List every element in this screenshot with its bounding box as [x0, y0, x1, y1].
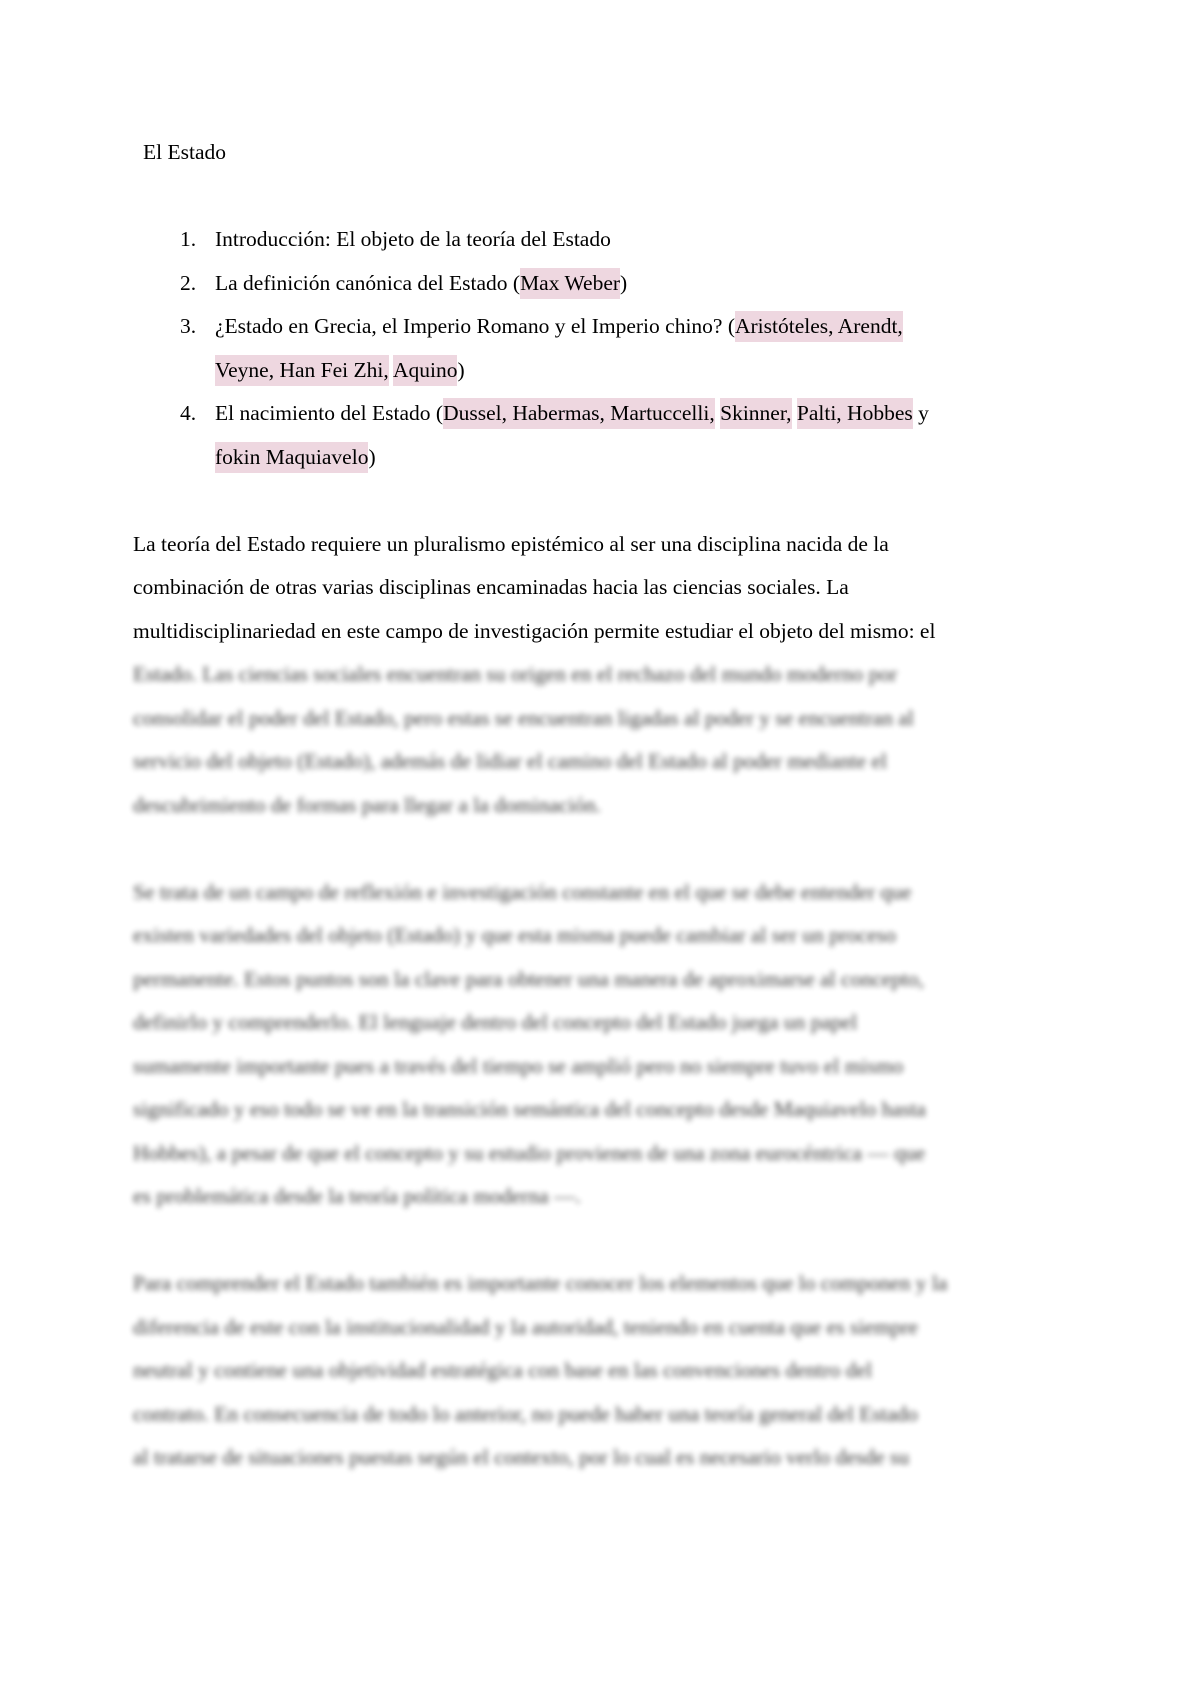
body-paragraphs	[133, 523, 1059, 1480]
list-number: 1.	[180, 227, 197, 251]
text-segment: La definición canónica del Estado (	[215, 270, 521, 295]
outline-item-continuation	[133, 436, 1059, 480]
highlighted-text: Veyne, Han Fei Zhi,	[215, 355, 389, 386]
blurred-text-line: significado y eso todo se ve en la transición semántica del concepto desde Maquiavelo hasta	[133, 1097, 926, 1121]
list-number: 4.	[180, 401, 197, 425]
highlighted-text: fokin Maquiavelo	[215, 442, 368, 473]
blurred-text-line: Estado. Las ciencias sociales encuentran su origen en el rechazo del mundo moderno por	[133, 662, 898, 686]
text-segment: )	[368, 444, 376, 469]
blurred-text-line: es problemática desde la teoría política moderna —.	[133, 1184, 581, 1208]
text-segment: Introducción: El objeto de la teoría del Estado	[215, 227, 611, 251]
list-number: 2.	[180, 270, 197, 295]
outline-item-continuation	[133, 349, 1059, 393]
blurred-text-line: Se trata de un campo de reflexión e investigación constante en el que se debe entender que	[133, 879, 912, 904]
blurred-text-line: permanente. Estos puntos son la clave para obtener una manera de aproximarse al concepto,	[133, 966, 925, 991]
highlighted-text: Skinner,	[720, 398, 791, 429]
blurred-text-line: descubrimiento de formas para llegar a la dominación.	[133, 792, 602, 817]
blurred-text-line: sumamente importante pues a través del tiempo se amplió pero no siempre tuvo el mismo	[133, 1053, 904, 1078]
document-title: El Estado	[143, 140, 226, 164]
outline-item	[133, 305, 1059, 349]
blurred-text-line: diferencia de este con la institucionalidad y la autoridad, teniendo en cuenta que es siempre	[133, 1314, 919, 1339]
blurred-text-line: consolidar el poder del Estado, pero estas se encuentran ligadas al poder y se encuentran al	[133, 705, 914, 730]
text-segment: )	[457, 357, 465, 382]
highlighted-text: Palti, Hobbes	[797, 398, 913, 429]
blurred-text-line: existen variedades del objeto (Estado) y que esta misma puede cambiar al ser un proceso	[133, 923, 896, 947]
highlighted-text: Dussel, Habermas, Martuccelli,	[443, 398, 715, 429]
outline-item	[133, 392, 1059, 436]
highlighted-text: Aristóteles, Arendt,	[735, 311, 903, 342]
blurred-text-line: definirlo y comprenderlo. El lenguaje dentro del concepto del Estado juega un papel	[133, 1010, 858, 1034]
outline-item	[133, 262, 1059, 306]
blurred-text-line: servicio del objeto (Estado), además de lidiar el camino del Estado al poder mediante el	[133, 749, 888, 773]
body-paragraph	[133, 871, 1059, 1219]
blurred-text-line: contrato. En consecuencia de todo lo anterior, no puede haber una teoría general del Estado	[133, 1401, 918, 1426]
text-segment: )	[620, 270, 628, 295]
body-paragraph	[133, 523, 1059, 828]
outline-item	[133, 218, 1059, 262]
list-number: 3.	[180, 314, 197, 338]
blurred-text-line: Hobbes), a pesar de que el concepto y su estudio provienen de una zona eurocéntrica — que	[133, 1140, 926, 1165]
highlighted-text: Max Weber	[520, 268, 620, 299]
text-line: combinación de otras varias disciplinas encaminadas hacia las ciencias sociales. La	[133, 575, 849, 599]
text-line: La teoría del Estado requiere un pluralismo epistémico al ser una disciplina nacida de la	[133, 531, 889, 556]
text-line: multidisciplinariedad en este campo de investigación permite estudiar el objeto del mismo: el	[133, 618, 936, 643]
blurred-text-line: al tratarse de situaciones puestas según el contexto, por lo cual es necesario verlo desde su	[133, 1445, 910, 1469]
body-paragraph	[133, 1262, 1059, 1480]
blurred-text-line: Para comprender el Estado también es importante conocer los elementos que lo componen y la	[133, 1271, 948, 1295]
text-segment: y	[912, 401, 929, 425]
outline-list	[133, 218, 1059, 479]
text-segment: El nacimiento del Estado (	[215, 401, 444, 425]
text-segment: ¿Estado en Grecia, el Imperio Romano y el Imperio chino? (	[215, 314, 735, 338]
blurred-text-line: neutral y contiene una objetividad estratégica con base en las convenciones dentro del	[133, 1358, 873, 1382]
highlighted-text: Aquino	[393, 355, 458, 386]
